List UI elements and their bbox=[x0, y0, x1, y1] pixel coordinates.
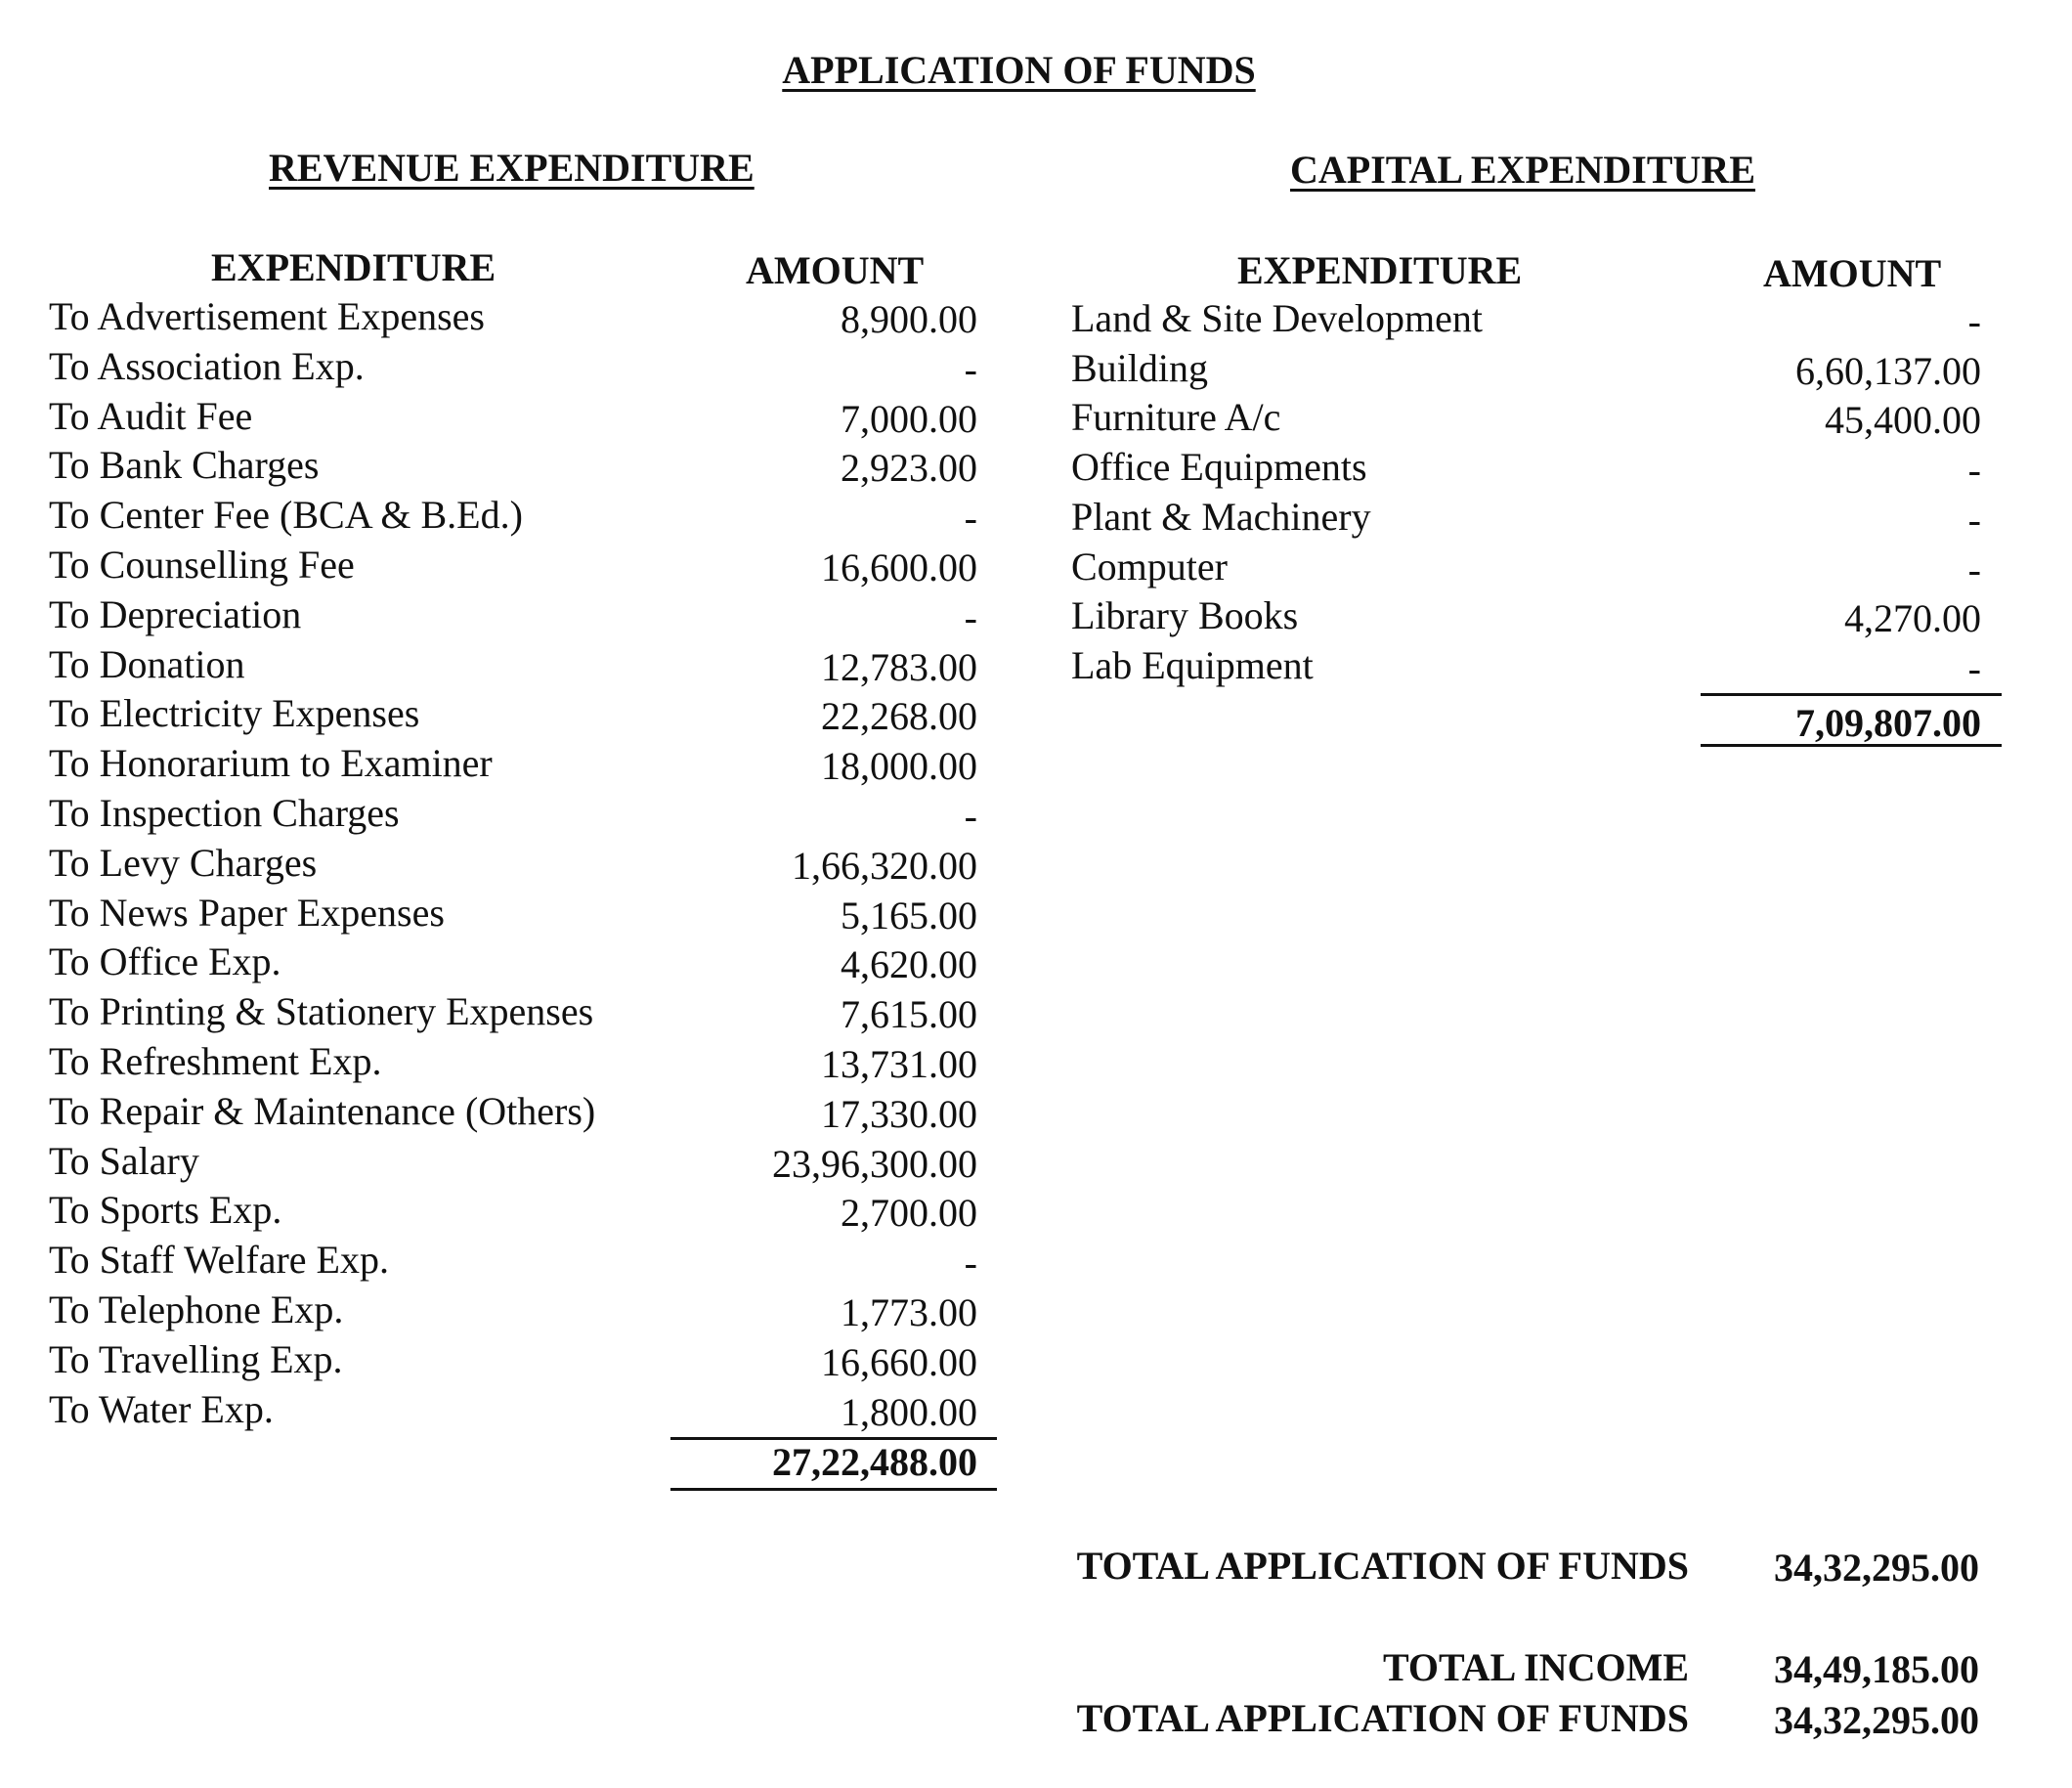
summary-total-application-value-2: 34,32,295.00 bbox=[1774, 1698, 1979, 1742]
revenue-row bbox=[49, 591, 977, 640]
summary-total-application-label: TOTAL APPLICATION OF FUNDS bbox=[1076, 1544, 1689, 1588]
capital-row-label: Library Books bbox=[1071, 593, 1299, 638]
revenue-row-amount: 12,783.00 bbox=[821, 644, 977, 689]
revenue-row-amount: - bbox=[964, 794, 977, 838]
revenue-row-label: To Depreciation bbox=[49, 591, 302, 636]
capital-total-rule-top bbox=[1701, 693, 2002, 696]
revenue-row-amount: 2,923.00 bbox=[841, 446, 977, 491]
capital-row-label: Computer bbox=[1071, 544, 1228, 589]
capital-row bbox=[1071, 592, 1981, 641]
revenue-row-label: To Printing & Stationery Expenses bbox=[49, 989, 594, 1034]
revenue-row bbox=[49, 542, 977, 590]
revenue-row-label: To Travelling Exp. bbox=[49, 1336, 343, 1381]
revenue-row-label: To Counselling Fee bbox=[49, 543, 355, 587]
revenue-col-expenditure: EXPENDITURE bbox=[211, 245, 496, 289]
capital-total-amount: 7,09,807.00 bbox=[1795, 701, 1981, 745]
revenue-row-amount: 1,66,320.00 bbox=[792, 843, 977, 888]
capital-row-amount: 45,400.00 bbox=[1825, 398, 1981, 443]
revenue-row bbox=[49, 1386, 977, 1435]
capital-row-amount: 6,60,137.00 bbox=[1795, 348, 1981, 393]
revenue-row bbox=[49, 293, 977, 342]
revenue-row-amount: 17,330.00 bbox=[821, 1091, 977, 1136]
revenue-row-label: To Water Exp. bbox=[49, 1386, 274, 1431]
revenue-row bbox=[49, 1237, 977, 1286]
revenue-row-amount: 16,660.00 bbox=[821, 1339, 977, 1384]
revenue-row-label: To Refreshment Exp. bbox=[49, 1039, 382, 1083]
revenue-row-amount: 16,600.00 bbox=[821, 545, 977, 589]
revenue-row bbox=[49, 1138, 977, 1187]
revenue-row-label: To Center Fee (BCA & B.Ed.) bbox=[49, 493, 523, 538]
capital-row-amount: - bbox=[1967, 497, 1981, 542]
capital-row-label: Office Equipments bbox=[1071, 445, 1367, 490]
revenue-row-amount: 23,96,300.00 bbox=[772, 1141, 977, 1186]
capital-row bbox=[1071, 544, 1981, 592]
revenue-row-amount: 4,620.00 bbox=[841, 942, 977, 987]
revenue-row-amount: - bbox=[964, 594, 977, 639]
capital-row-label: Furniture A/c bbox=[1071, 395, 1281, 440]
revenue-row-amount: 2,700.00 bbox=[841, 1191, 977, 1236]
revenue-heading: REVENUE EXPENDITURE bbox=[269, 146, 755, 190]
revenue-row-amount: 13,731.00 bbox=[821, 1042, 977, 1086]
revenue-row-label: To Telephone Exp. bbox=[49, 1287, 344, 1331]
revenue-row bbox=[49, 890, 977, 938]
revenue-row-amount: 7,615.00 bbox=[841, 992, 977, 1037]
revenue-row-label: To Electricity Expenses bbox=[49, 691, 420, 736]
capital-row bbox=[1071, 444, 1981, 493]
capital-row bbox=[1071, 494, 1981, 543]
revenue-row-label: To Office Exp. bbox=[49, 939, 281, 984]
capital-row-label: Land & Site Development bbox=[1071, 296, 1484, 340]
revenue-row-label: To Honorarium to Examiner bbox=[49, 741, 493, 786]
revenue-row-amount: 1,800.00 bbox=[841, 1389, 977, 1434]
revenue-row-amount: - bbox=[964, 1241, 977, 1286]
revenue-row bbox=[49, 740, 977, 789]
revenue-row bbox=[49, 393, 977, 442]
capital-row-amount: - bbox=[1967, 448, 1981, 493]
capital-row-amount: - bbox=[1967, 645, 1981, 690]
summary-total-income-label: TOTAL INCOME bbox=[1382, 1645, 1689, 1689]
capital-heading: CAPITAL EXPENDITURE bbox=[1290, 148, 1755, 192]
revenue-row-amount: 22,268.00 bbox=[821, 694, 977, 739]
revenue-row bbox=[49, 492, 977, 541]
revenue-row-label: To Staff Welfare Exp. bbox=[49, 1238, 389, 1283]
revenue-row-amount: 5,165.00 bbox=[841, 893, 977, 938]
revenue-row-label: To Bank Charges bbox=[49, 443, 320, 488]
revenue-total-rule-bottom bbox=[670, 1488, 997, 1491]
capital-total-rule-bottom bbox=[1701, 744, 2002, 747]
revenue-row-amount: 8,900.00 bbox=[841, 297, 977, 341]
revenue-row bbox=[49, 938, 977, 987]
revenue-row bbox=[49, 1038, 977, 1087]
revenue-row bbox=[49, 1286, 977, 1335]
capital-col-expenditure: EXPENDITURE bbox=[1237, 248, 1523, 292]
revenue-row-amount: 18,000.00 bbox=[821, 744, 977, 789]
revenue-row bbox=[49, 988, 977, 1037]
revenue-row-label: To Association Exp. bbox=[49, 343, 365, 388]
revenue-col-amount: AMOUNT bbox=[746, 248, 925, 292]
capital-row-amount: - bbox=[1967, 299, 1981, 343]
revenue-row bbox=[49, 1336, 977, 1385]
revenue-row-label: To Sports Exp. bbox=[49, 1188, 282, 1233]
capital-row bbox=[1071, 394, 1981, 443]
revenue-row bbox=[49, 790, 977, 839]
summary-total-income-value: 34,49,185.00 bbox=[1774, 1647, 1979, 1691]
revenue-row-amount: 7,000.00 bbox=[841, 396, 977, 441]
revenue-row-label: To News Paper Expenses bbox=[49, 890, 445, 935]
capital-col-amount: AMOUNT bbox=[1763, 251, 1942, 295]
capital-row bbox=[1071, 642, 1981, 691]
capital-row-amount: - bbox=[1967, 546, 1981, 591]
revenue-total-amount: 27,22,488.00 bbox=[772, 1440, 977, 1484]
capital-row bbox=[1071, 295, 1981, 344]
revenue-row-label: To Levy Charges bbox=[49, 840, 318, 885]
capital-row-label: Lab Equipment bbox=[1071, 642, 1314, 687]
capital-row-amount: 4,270.00 bbox=[1844, 596, 1981, 641]
revenue-row bbox=[49, 1187, 977, 1236]
revenue-row-label: To Inspection Charges bbox=[49, 791, 400, 835]
summary-total-application-value: 34,32,295.00 bbox=[1774, 1546, 1979, 1590]
revenue-row bbox=[49, 442, 977, 491]
revenue-row-amount: - bbox=[964, 346, 977, 391]
capital-row bbox=[1071, 345, 1981, 394]
revenue-row-amount: 1,773.00 bbox=[841, 1290, 977, 1334]
revenue-row-label: To Donation bbox=[49, 641, 245, 686]
revenue-row-label: To Salary bbox=[49, 1138, 199, 1183]
capital-row-label: Plant & Machinery bbox=[1071, 494, 1371, 539]
revenue-row-label: To Audit Fee bbox=[49, 393, 253, 438]
revenue-row-amount: - bbox=[964, 496, 977, 541]
summary-total-application-label-2: TOTAL APPLICATION OF FUNDS bbox=[1076, 1696, 1689, 1740]
revenue-row bbox=[49, 343, 977, 392]
capital-row-label: Building bbox=[1071, 345, 1209, 390]
revenue-row bbox=[49, 840, 977, 889]
revenue-row bbox=[49, 641, 977, 690]
revenue-row bbox=[49, 690, 977, 739]
revenue-row-label: To Advertisement Expenses bbox=[49, 294, 485, 338]
revenue-row-label: To Repair & Maintenance (Others) bbox=[49, 1088, 596, 1133]
page-title: APPLICATION OF FUNDS bbox=[782, 48, 1256, 92]
revenue-row bbox=[49, 1088, 977, 1137]
